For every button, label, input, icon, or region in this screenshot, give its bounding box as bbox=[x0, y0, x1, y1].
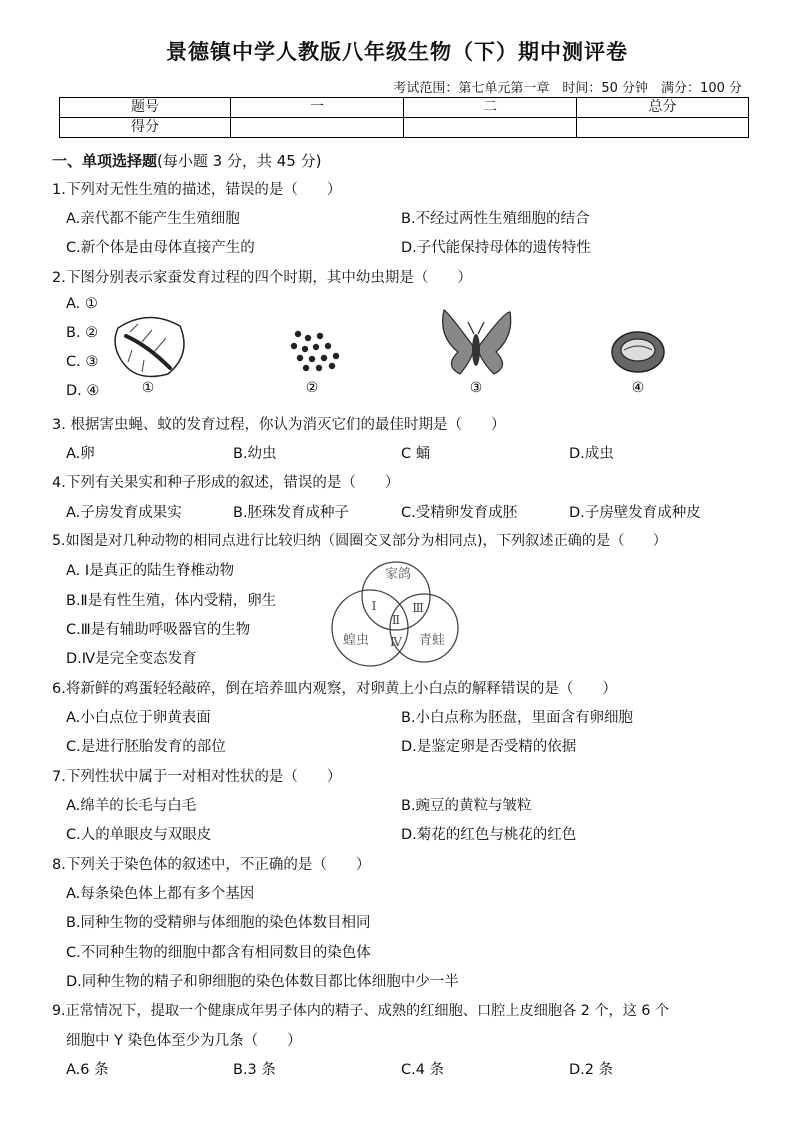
option-d[interactable]: D.2 条 bbox=[569, 1062, 614, 1078]
option-d[interactable]: D.同种生物的精子和卵细胞的染色体数目都比体细胞中少一半 bbox=[66, 974, 459, 990]
header-cell: 题号 bbox=[60, 98, 231, 118]
question-stem: 9.正常情况下，提取一个健康成年男子体内的精子、成熟的红细胞、口腔上皮细胞各 2 个，这 6 个 bbox=[52, 1003, 670, 1019]
question-stem: 8.下列关于染色体的叙述中，不正确的是（ ） bbox=[52, 857, 371, 873]
option-b[interactable]: B.胚珠发育成种子 bbox=[233, 505, 350, 521]
figure-label: ④ bbox=[631, 380, 645, 396]
cocoon-image bbox=[612, 332, 664, 372]
header-cell: 一 bbox=[231, 98, 404, 118]
header-cell: 总分 bbox=[577, 98, 749, 118]
option-a[interactable]: A.子房发育成果实 bbox=[66, 505, 182, 521]
option-b[interactable]: B.不经过两性生殖细胞的结合 bbox=[401, 211, 590, 227]
option-d[interactable]: D.子代能保持母体的遗传特性 bbox=[401, 240, 591, 256]
section-name: 一、单项选择题 bbox=[52, 152, 158, 170]
question-stem-continued: 细胞中 Y 染色体至少为几条（ ） bbox=[66, 1033, 302, 1049]
score-table bbox=[59, 97, 749, 138]
option-d[interactable]: D. ④ bbox=[66, 383, 100, 399]
option-a[interactable]: A. ① bbox=[66, 296, 98, 312]
option-b[interactable]: B. ② bbox=[66, 325, 99, 341]
header-cell: 二 bbox=[404, 98, 577, 118]
venn-label-right: 青蛙 bbox=[418, 633, 446, 648]
option-c[interactable]: C.4 条 bbox=[401, 1062, 445, 1078]
eggs-image bbox=[291, 331, 339, 371]
question-stem: 1.下列对无性生殖的描述，错误的是（ ） bbox=[52, 182, 342, 198]
row-label-cell: 得分 bbox=[60, 118, 231, 138]
page-title: 景德镇中学人教版八年级生物（下）期中测评卷 bbox=[166, 40, 628, 64]
option-c[interactable]: C.人的单眼皮与双眼皮 bbox=[66, 827, 212, 843]
option-c[interactable]: C.新个体是由母体直接产生的 bbox=[66, 240, 255, 256]
figure-label: ① bbox=[141, 380, 155, 396]
silkworm-stages-figure bbox=[108, 306, 668, 400]
option-d[interactable]: D.菊花的红色与桃花的红色 bbox=[401, 827, 577, 843]
option-a[interactable]: A.小白点位于卵黄表面 bbox=[66, 710, 211, 726]
question-stem: 6.将新鲜的鸡蛋轻轻敲碎，倒在培养皿内观察，对卵黄上小白点的解释错误的是（ ） bbox=[52, 681, 617, 697]
option-d[interactable]: D.子房壁发育成种皮 bbox=[569, 505, 701, 521]
option-a[interactable]: A.亲代都不能产生生殖细胞 bbox=[66, 211, 240, 227]
question-stem: 2.下图分别表示家蚕发育过程的四个时期，其中幼虫期是（ ） bbox=[52, 270, 472, 286]
score-cell[interactable] bbox=[577, 118, 749, 138]
venn-diagram bbox=[330, 558, 460, 668]
moth-image bbox=[443, 310, 511, 374]
venn-region: Ⅰ bbox=[371, 599, 377, 613]
figure-label: ② bbox=[305, 380, 319, 396]
question-stem: 4.下列有关果实和种子形成的叙述，错误的是（ ） bbox=[52, 475, 400, 491]
option-d[interactable]: D.成虫 bbox=[569, 446, 614, 462]
option-a[interactable]: A.卵 bbox=[66, 446, 95, 462]
option-b[interactable]: B.幼虫 bbox=[233, 446, 277, 462]
option-c[interactable]: C.受精卵发育成胚 bbox=[401, 505, 518, 521]
venn-region: Ⅱ bbox=[391, 613, 401, 627]
option-c[interactable]: C.不同种生物的细胞中都含有相同数目的染色体 bbox=[66, 945, 371, 961]
question-stem: 7.下列性状中属于一对相对性状的是（ ） bbox=[52, 769, 342, 785]
option-c[interactable]: C.Ⅲ是有辅助呼吸器官的生物 bbox=[66, 622, 251, 638]
option-c[interactable]: C 蛹 bbox=[401, 446, 431, 462]
venn-region: Ⅳ bbox=[390, 635, 402, 649]
venn-label-top: 家鸽 bbox=[384, 567, 412, 582]
question-stem: 5.如图是对几种动物的相同点进行比较归纳（圆圈交叉部分为相同点)，下列叙述正确的是（ ） bbox=[52, 533, 667, 549]
option-b[interactable]: B.Ⅱ是有性生殖，体内受精，卵生 bbox=[66, 593, 277, 609]
option-b[interactable]: B.同种生物的受精卵与体细胞的染色体数目相同 bbox=[66, 915, 371, 931]
option-a[interactable]: A. Ⅰ是真正的陆生脊椎动物 bbox=[66, 563, 235, 579]
exam-info: 考试范围：第七单元第一章 时间：50 分钟 满分：100 分 bbox=[393, 81, 742, 96]
option-a[interactable]: A.绵羊的长毛与白毛 bbox=[66, 798, 197, 814]
section-heading bbox=[52, 150, 321, 171]
option-a[interactable]: A.每条染色体上都有多个基因 bbox=[66, 886, 255, 902]
figure-label: ③ bbox=[469, 380, 483, 396]
option-c[interactable]: C.是进行胚胎发育的部位 bbox=[66, 739, 226, 755]
score-table-header-row bbox=[60, 98, 749, 118]
venn-region: Ⅲ bbox=[412, 601, 424, 615]
option-a[interactable]: A.6 条 bbox=[66, 1062, 109, 1078]
venn-label-left: 蝗虫 bbox=[342, 633, 370, 648]
score-table-score-row bbox=[60, 118, 749, 138]
larva-on-leaf-image bbox=[115, 317, 184, 376]
section-note: (每小题 3 分，共 45 分) bbox=[157, 152, 322, 170]
option-b[interactable]: B.小白点称为胚盘，里面含有卵细胞 bbox=[401, 710, 634, 726]
score-cell[interactable] bbox=[404, 118, 577, 138]
option-b[interactable]: B.3 条 bbox=[233, 1062, 276, 1078]
option-d[interactable]: D.是鉴定卵是否受精的依据 bbox=[401, 739, 577, 755]
option-c[interactable]: C. ③ bbox=[66, 354, 99, 370]
score-cell[interactable] bbox=[231, 118, 404, 138]
question-stem: 3. 根据害虫蝇、蚊的发育过程，你认为消灭它们的最佳时期是（ ） bbox=[52, 417, 506, 433]
option-b[interactable]: B.豌豆的黄粒与皱粒 bbox=[401, 798, 532, 814]
option-d[interactable]: D.Ⅳ是完全变态发育 bbox=[66, 651, 197, 667]
